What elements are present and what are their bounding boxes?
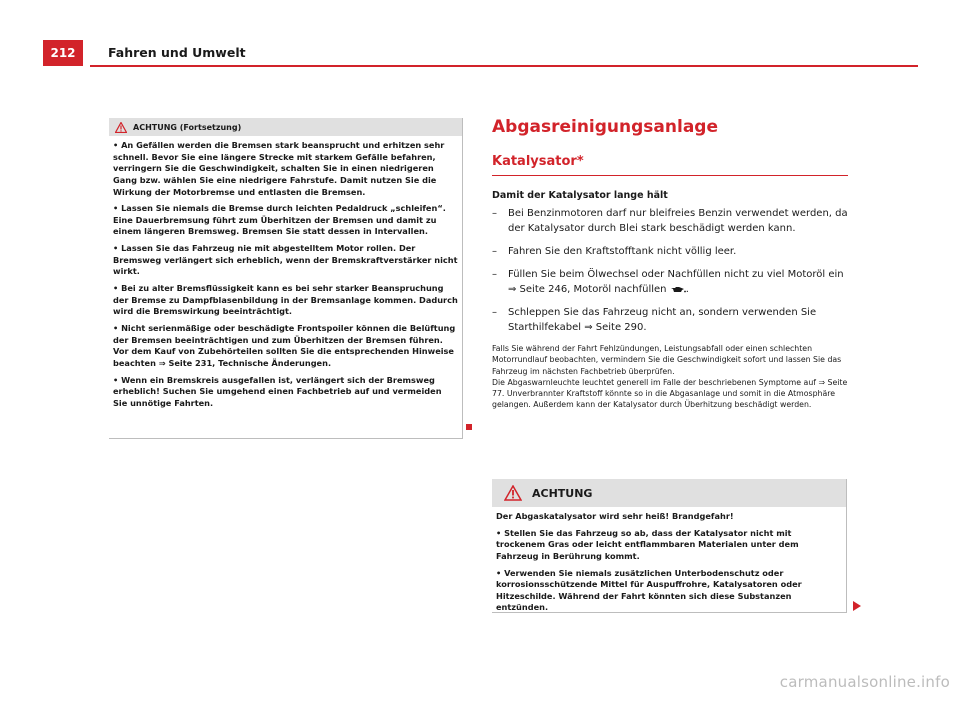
warning-bullet: • Stellen Sie das Fahrzeug so ab, dass der Katalysator nicht mit trockenem Gras oder leicht entflammbaren Materialen unter dem Fahrzeug in Berührung kommt.: [496, 527, 799, 561]
list-item: – Füllen Sie beim Ölwechsel oder Nachfüllen nicht zu viel Motoröl ein ⇒ Seite 246, Motoröl nachfüllen .: [492, 269, 844, 295]
warning-box-header: [492, 479, 846, 507]
header-rule: [90, 65, 918, 67]
page-number: 212: [43, 40, 83, 66]
warning-bullet: • An Gefällen werden die Bremsen stark beansprucht und erhitzen sehr schnell. Bevor Sie eine längere Strecke mit starkem Gefälle befahren, verringern Sie die Geschwindigkeit, schalten Sie in einen niedrigeren Gang bzw. wählen Sie eine niedrigere Fahrstufe. Damit nutzen Sie die Wirkung der Motorbremse und entlasten die Bremsen.: [113, 140, 445, 197]
warning-bullet: • Wenn ein Bremskreis ausgefallen ist, verlängert sich der Bremsweg erheblich! Suchen Sie umgehend einen Fachbetrieb auf und vermeiden Sie unnötige Fahrten.: [113, 374, 442, 408]
warning-box: [492, 479, 847, 613]
warning-box-continued: [109, 118, 463, 439]
main-heading: Abgasreinigungsanlage: [492, 117, 718, 137]
warning-box-body: [109, 136, 462, 409]
section-title: Fahren und Umwelt: [108, 45, 246, 60]
intro-heading: Damit der Katalysator lange hält: [492, 190, 668, 201]
warning-box-body: [492, 507, 846, 614]
list-item: – Schleppen Sie das Fahrzeug nicht an, sondern verwenden Sie Starthilfekabel ⇒ Seite 290.: [492, 307, 817, 333]
list-item: – Bei Benzinmotoren darf nur bleifreies Benzin verwendet werden, da der Katalysator durch Blei stark beschädigt werden kann.: [492, 208, 848, 234]
list-item: – Fahren Sie den Kraftstofftank nicht völlig leer.: [492, 246, 737, 257]
warning-bullet: • Lassen Sie das Fahrzeug nie mit abgestelltem Motor rollen. Der Bremsweg verlängert sich erheblich, wenn der Bremskraftverstärker nicht wirkt.: [113, 243, 458, 277]
warning-box-title: ACHTUNG: [532, 486, 593, 500]
warning-box-header: [109, 118, 462, 136]
body-text: Falls Sie während der Fahrt Fehlzündungen, Leistungsabfall oder einen schlechten Motorrundlauf beobachten, vermindern Sie die Geschwindigkeit sofort und lassen Sie das Fahrzeug im nächsten Fachbetrieb überprüfen. Die Abgaswarnleuchte leuchtet generell im Falle der beschriebenen Symptome auf ⇒ Seite 77. Unverbrannter Kraftstoff könnte so in die Abgasanlage und somit in die Atmosphäre gelangen. Außerdem kann der Katalysator durch Überhitzung beschädigt werden.: [492, 344, 848, 410]
right-column: [492, 116, 848, 411]
warning-bullet: • Verwenden Sie niemals zusätzlichen Unterbodenschutz oder korrosionsschützende Mittel für Auspuffrohre, Katalysatoren oder Hitzeschilde. Während der Fahrt könnten sich diese Substanzen entzünden.: [496, 567, 802, 613]
warning-bullet: • Bei zu alter Bremsflüssigkeit kann es bei sehr starker Beanspruchung der Bremse zu Dampfblasenbildung in der Bremsanlage kommen. Dadurch wird die Bremswirkung beeinträchtigt.: [113, 283, 458, 317]
instruction-list: [492, 206, 848, 335]
end-marker-icon: [466, 424, 472, 430]
continue-arrow-icon: [853, 601, 861, 611]
warning-triangle-icon: [504, 485, 522, 501]
warning-lead: Der Abgaskatalysator wird sehr heiß! Brandgefahr!: [496, 511, 734, 521]
warning-bullet: • Nicht serienmäßige oder beschädigte Frontspoiler können die Belüftung der Bremsen beeinträchtigen und zum Überhitzen der Bremsen führen. Vor dem Kauf von Zubehörteilen sollten Sie die entsprechenden Hinweise beachten ⇒ Seite 231, Technische Änderungen.: [113, 322, 456, 368]
warning-triangle-icon: [115, 122, 127, 133]
warning-box-title: ACHTUNG (Fortsetzung): [133, 122, 242, 132]
watermark: carmanualsonline.info: [779, 673, 950, 691]
warning-bullet: • Lassen Sie niemals die Bremse durch leichten Pedaldruck „schleifen“. Eine Dauerbremsung führt zum Überhitzen der Bremsen und damit zu einem längeren Bremsweg. Bremsen Sie statt dessen in Intervallen.: [113, 203, 446, 237]
oil-can-icon: [670, 285, 686, 293]
sub-heading: Katalysator*: [492, 154, 848, 176]
